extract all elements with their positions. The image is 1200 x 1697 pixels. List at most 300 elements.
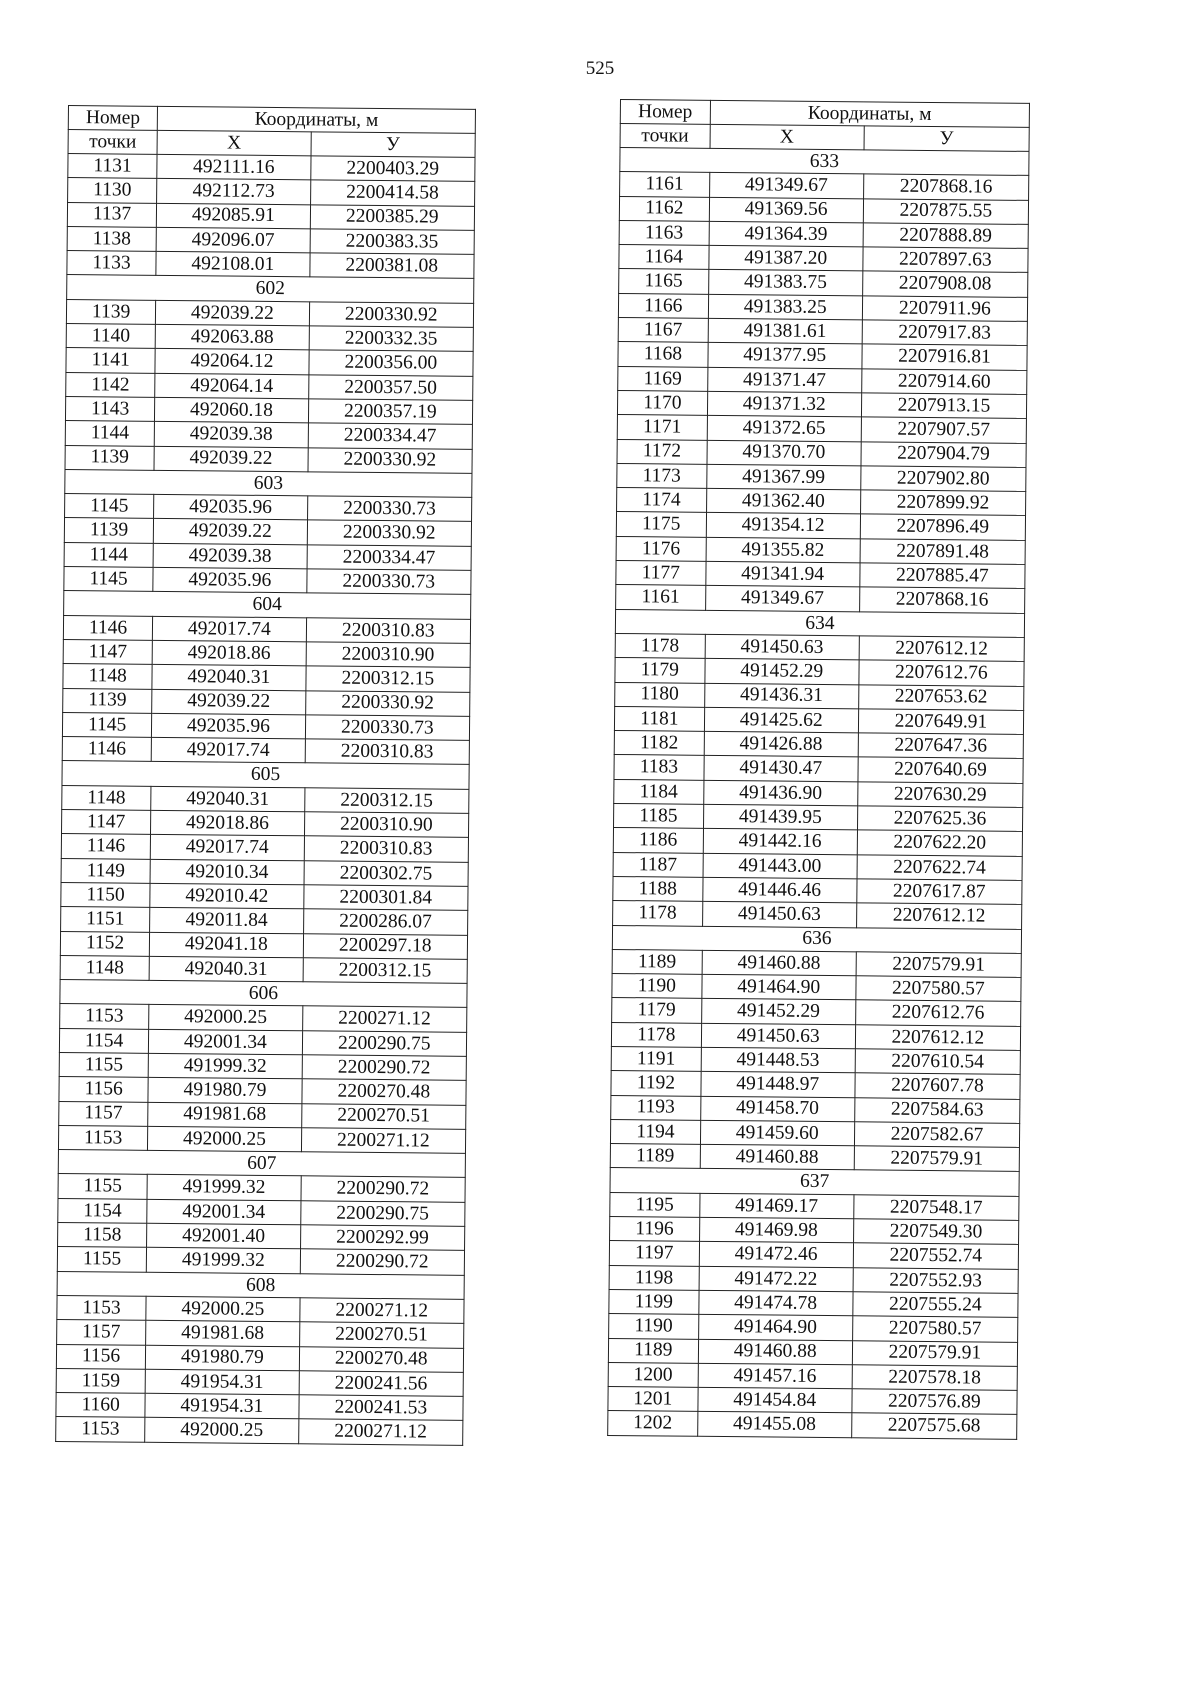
point-number-cell: 1152 xyxy=(60,931,149,956)
point-number-cell: 1172 xyxy=(617,439,707,464)
point-number-cell: 1148 xyxy=(60,955,149,980)
point-number-cell: 1130 xyxy=(68,178,157,203)
x-coordinate-cell: 491370.70 xyxy=(707,440,861,466)
point-number-cell: 1160 xyxy=(56,1393,145,1418)
point-number-cell: 1187 xyxy=(613,852,703,877)
section-number: 602 xyxy=(67,275,474,303)
y-coordinate-cell: 2200312.15 xyxy=(305,666,470,692)
y-coordinate-cell: 2200330.73 xyxy=(306,569,471,595)
point-number-cell: 1157 xyxy=(57,1320,146,1345)
y-coordinate-cell: 2207911.96 xyxy=(862,296,1027,322)
x-coordinate-cell: 491364.39 xyxy=(709,221,863,247)
y-coordinate-cell: 2207584.63 xyxy=(854,1097,1019,1123)
point-number-cell: 1190 xyxy=(612,974,702,999)
section-number: 636 xyxy=(612,925,1021,953)
x-coordinate-cell: 492040.31 xyxy=(149,956,303,982)
point-number-cell: 1164 xyxy=(619,245,709,270)
y-coordinate-cell: 2200356.00 xyxy=(309,350,474,376)
point-number-cell: 1184 xyxy=(614,779,704,804)
x-coordinate-cell: 491442.16 xyxy=(703,829,857,855)
point-number-cell: 1189 xyxy=(608,1338,698,1363)
x-coordinate-cell: 492018.86 xyxy=(152,640,306,666)
point-number-cell: 1140 xyxy=(66,324,155,349)
point-number-cell: 1180 xyxy=(615,682,705,707)
point-number-cell: 1156 xyxy=(56,1344,145,1369)
x-coordinate-cell: 491460.88 xyxy=(702,950,856,976)
x-coordinate-cell: 491450.63 xyxy=(701,1023,855,1049)
point-number-cell: 1200 xyxy=(608,1362,698,1387)
y-coordinate-cell: 2200290.72 xyxy=(301,1176,466,1202)
point-number-cell: 1182 xyxy=(614,731,704,756)
header-y: У xyxy=(311,132,476,158)
y-coordinate-cell: 2207578.18 xyxy=(852,1365,1017,1391)
point-number-cell: 1155 xyxy=(57,1247,146,1272)
point-number-cell: 1153 xyxy=(57,1295,146,1320)
point-number-cell: 1166 xyxy=(618,293,708,318)
x-coordinate-cell: 491981.68 xyxy=(146,1321,300,1347)
header-x: X xyxy=(157,130,311,155)
y-coordinate-cell: 2200332.35 xyxy=(309,326,474,352)
point-number-cell: 1179 xyxy=(612,998,702,1023)
page-number: 525 xyxy=(585,58,615,79)
y-coordinate-cell: 2200383.35 xyxy=(310,229,475,255)
x-coordinate-cell: 491369.56 xyxy=(709,197,863,223)
point-number-cell: 1133 xyxy=(67,251,156,276)
y-coordinate-cell: 2207576.89 xyxy=(852,1389,1017,1415)
y-coordinate-cell: 2207647.36 xyxy=(858,733,1023,759)
y-coordinate-cell: 2200357.50 xyxy=(308,374,473,400)
point-number-cell: 1138 xyxy=(67,226,156,251)
y-coordinate-cell: 2200302.75 xyxy=(304,860,469,886)
y-coordinate-cell: 2207625.36 xyxy=(857,806,1022,832)
point-number-cell: 1141 xyxy=(66,348,155,373)
x-coordinate-cell: 491452.29 xyxy=(705,659,859,685)
x-coordinate-cell: 491436.90 xyxy=(703,780,857,806)
point-number-cell: 1179 xyxy=(615,658,705,683)
point-number-cell: 1146 xyxy=(61,834,150,859)
point-number-cell: 1148 xyxy=(62,785,151,810)
x-coordinate-cell: 492060.18 xyxy=(155,397,309,423)
header-point-label: точки xyxy=(620,124,710,149)
x-coordinate-cell: 492039.22 xyxy=(152,689,306,715)
x-coordinate-cell: 492039.38 xyxy=(153,543,307,569)
point-number-cell: 1192 xyxy=(611,1071,701,1096)
y-coordinate-cell: 2200290.72 xyxy=(302,1055,467,1081)
y-coordinate-cell: 2200270.48 xyxy=(299,1346,464,1372)
x-coordinate-cell: 491436.31 xyxy=(704,683,858,709)
x-coordinate-cell: 491954.31 xyxy=(145,1369,299,1395)
point-number-cell: 1142 xyxy=(66,372,155,397)
y-coordinate-cell: 2200312.15 xyxy=(303,958,468,984)
point-number-cell: 1185 xyxy=(614,803,704,828)
header-coordinates: Координаты, м xyxy=(157,106,475,133)
point-number-cell: 1190 xyxy=(609,1314,699,1339)
point-number-cell: 1153 xyxy=(56,1417,145,1442)
x-coordinate-cell: 491383.25 xyxy=(708,294,862,320)
y-coordinate-cell: 2207575.68 xyxy=(851,1413,1016,1439)
y-coordinate-cell: 2200271.12 xyxy=(298,1419,463,1445)
point-number-cell: 1201 xyxy=(608,1387,698,1412)
x-coordinate-cell: 491455.08 xyxy=(697,1412,851,1438)
y-coordinate-cell: 2200286.07 xyxy=(303,909,468,935)
point-number-cell: 1154 xyxy=(58,1198,147,1223)
x-coordinate-cell: 491452.29 xyxy=(701,999,855,1025)
y-coordinate-cell: 2207896.49 xyxy=(860,514,1025,540)
x-coordinate-cell: 491355.82 xyxy=(706,537,860,563)
table-body xyxy=(56,154,475,1446)
x-coordinate-cell: 492064.14 xyxy=(155,373,309,399)
point-number-cell: 1165 xyxy=(619,269,709,294)
point-number-cell: 1181 xyxy=(614,706,704,731)
x-coordinate-cell: 491448.97 xyxy=(701,1072,855,1098)
point-number-cell: 1146 xyxy=(62,737,151,762)
point-number-cell: 1131 xyxy=(68,154,157,179)
point-number-cell: 1168 xyxy=(618,342,708,367)
x-coordinate-cell: 491425.62 xyxy=(704,707,858,733)
y-coordinate-cell: 2207548.17 xyxy=(854,1195,1019,1221)
x-coordinate-cell: 491439.95 xyxy=(703,804,857,830)
x-coordinate-cell: 492085.91 xyxy=(157,203,311,229)
y-coordinate-cell: 2207549.30 xyxy=(853,1219,1018,1245)
x-coordinate-cell: 492096.07 xyxy=(156,227,310,253)
y-coordinate-cell: 2200310.83 xyxy=(306,617,471,643)
x-coordinate-cell: 492035.96 xyxy=(152,713,306,739)
x-coordinate-cell: 491450.63 xyxy=(705,634,859,660)
x-coordinate-cell: 491474.78 xyxy=(698,1290,852,1316)
point-number-cell: 1189 xyxy=(610,1144,700,1169)
x-coordinate-cell: 491464.90 xyxy=(698,1315,852,1341)
y-coordinate-cell: 2207907.57 xyxy=(861,417,1026,443)
y-coordinate-cell: 2200330.73 xyxy=(307,496,472,522)
point-number-cell: 1149 xyxy=(61,858,150,883)
point-number-cell: 1197 xyxy=(609,1241,699,1266)
section-number: 603 xyxy=(65,469,472,497)
y-coordinate-cell: 2200414.58 xyxy=(310,180,475,206)
point-number-cell: 1186 xyxy=(613,828,703,853)
x-coordinate-cell: 491469.98 xyxy=(699,1217,853,1243)
y-coordinate-cell: 2207622.20 xyxy=(857,830,1022,856)
y-coordinate-cell: 2207612.76 xyxy=(859,660,1024,686)
section-number: 634 xyxy=(615,609,1024,637)
y-coordinate-cell: 2200310.90 xyxy=(304,812,469,838)
header-number-label: Номер xyxy=(637,100,693,123)
y-coordinate-cell: 2200290.72 xyxy=(300,1249,465,1275)
x-coordinate-cell: 491454.84 xyxy=(698,1387,852,1413)
x-coordinate-cell: 491448.53 xyxy=(701,1047,855,1073)
point-number-cell: 1189 xyxy=(612,949,702,974)
x-coordinate-cell: 491362.40 xyxy=(706,489,860,515)
x-coordinate-cell: 492000.25 xyxy=(145,1418,299,1444)
table-header xyxy=(68,106,475,158)
point-number-cell: 1198 xyxy=(609,1265,699,1290)
y-coordinate-cell: 2207868.16 xyxy=(863,174,1028,200)
point-number-cell: 1188 xyxy=(613,876,703,901)
point-number-cell: 1139 xyxy=(66,299,155,324)
x-coordinate-cell: 491349.67 xyxy=(709,173,863,199)
x-coordinate-cell: 492017.74 xyxy=(150,835,304,861)
y-coordinate-cell: 2200271.12 xyxy=(302,1006,467,1032)
y-coordinate-cell: 2200270.51 xyxy=(299,1322,464,1348)
x-coordinate-cell: 491371.32 xyxy=(707,391,861,417)
y-coordinate-cell: 2200297.18 xyxy=(303,933,468,959)
point-number-cell: 1145 xyxy=(64,567,153,592)
point-number-cell: 1143 xyxy=(65,396,154,421)
y-coordinate-cell: 2207908.08 xyxy=(862,271,1027,297)
section-number: 607 xyxy=(58,1150,465,1178)
x-coordinate-cell: 491457.16 xyxy=(698,1363,852,1389)
point-number-cell: 1169 xyxy=(618,366,708,391)
x-coordinate-cell: 492040.31 xyxy=(152,665,306,691)
y-coordinate-cell: 2200270.51 xyxy=(301,1103,466,1129)
x-coordinate-cell: 491372.65 xyxy=(707,416,861,442)
x-coordinate-cell: 491381.61 xyxy=(708,318,862,344)
point-number-cell: 1178 xyxy=(615,633,705,658)
y-coordinate-cell: 2200357.19 xyxy=(308,399,473,425)
coordinates-table-right xyxy=(607,99,1030,1440)
table-header xyxy=(620,100,1029,152)
point-number-cell: 1161 xyxy=(616,585,706,610)
y-coordinate-cell: 2207610.54 xyxy=(855,1049,1020,1075)
x-coordinate-cell: 491371.47 xyxy=(707,367,861,393)
y-coordinate-cell: 2207885.47 xyxy=(860,563,1025,589)
point-number-cell: 1191 xyxy=(611,1046,701,1071)
x-coordinate-cell: 492010.34 xyxy=(150,859,304,885)
point-number-cell: 1173 xyxy=(617,463,707,488)
section-number: 605 xyxy=(62,761,469,789)
y-coordinate-cell: 2200290.75 xyxy=(300,1201,465,1227)
x-coordinate-cell: 491999.32 xyxy=(147,1248,301,1274)
x-coordinate-cell: 492039.22 xyxy=(154,446,308,472)
point-number-cell: 1156 xyxy=(59,1077,148,1102)
y-coordinate-cell: 2200241.56 xyxy=(299,1371,464,1397)
y-coordinate-cell: 2200330.92 xyxy=(307,520,472,546)
x-coordinate-cell: 491446.46 xyxy=(702,877,856,903)
y-coordinate-cell: 2207612.12 xyxy=(856,903,1021,929)
point-number-cell: 1162 xyxy=(619,196,709,221)
header-point-label: точки xyxy=(68,130,157,155)
y-coordinate-cell: 2207640.69 xyxy=(858,757,1023,783)
x-coordinate-cell: 492039.38 xyxy=(154,422,308,448)
point-number-cell: 1161 xyxy=(620,172,710,197)
x-coordinate-cell: 491341.94 xyxy=(705,561,859,587)
point-number-cell: 1137 xyxy=(67,202,156,227)
point-number-cell: 1171 xyxy=(617,415,707,440)
point-number-cell: 1167 xyxy=(618,318,708,343)
y-coordinate-cell: 2207649.91 xyxy=(858,709,1023,735)
x-coordinate-cell: 492010.42 xyxy=(150,883,304,909)
x-coordinate-cell: 492112.73 xyxy=(157,179,311,205)
point-number-cell: 1159 xyxy=(56,1368,145,1393)
point-number-cell: 1178 xyxy=(611,1022,701,1047)
y-coordinate-cell: 2200310.90 xyxy=(306,642,471,668)
point-number-cell: 1154 xyxy=(59,1028,148,1053)
y-coordinate-cell: 2207653.62 xyxy=(858,684,1023,710)
point-number-cell: 1151 xyxy=(61,907,150,932)
x-coordinate-cell: 491469.17 xyxy=(699,1193,853,1219)
y-coordinate-cell: 2207579.91 xyxy=(854,1146,1019,1172)
x-coordinate-cell: 492018.86 xyxy=(151,810,305,836)
x-coordinate-cell: 491981.68 xyxy=(148,1102,302,1128)
point-number-cell: 1147 xyxy=(63,639,152,664)
x-coordinate-cell: 492035.96 xyxy=(153,567,307,593)
y-coordinate-cell: 2207582.67 xyxy=(854,1122,1019,1148)
y-coordinate-cell: 2207891.48 xyxy=(860,539,1025,565)
section-number: 604 xyxy=(64,591,471,619)
y-coordinate-cell: 2207888.89 xyxy=(863,223,1028,249)
x-coordinate-cell: 491443.00 xyxy=(703,853,857,879)
x-coordinate-cell: 492111.16 xyxy=(157,154,311,180)
header-point-number xyxy=(620,100,710,125)
point-number-cell: 1147 xyxy=(62,809,151,834)
x-coordinate-cell: 491999.32 xyxy=(148,1053,302,1079)
point-number-cell: 1196 xyxy=(610,1217,700,1242)
x-coordinate-cell: 491430.47 xyxy=(704,756,858,782)
y-coordinate-cell: 2200292.99 xyxy=(300,1225,465,1251)
point-number-cell: 1155 xyxy=(58,1174,147,1199)
y-coordinate-cell: 2200312.15 xyxy=(304,788,469,814)
point-number-cell: 1175 xyxy=(616,512,706,537)
point-number-cell: 1174 xyxy=(617,488,707,513)
x-coordinate-cell: 492001.40 xyxy=(147,1223,301,1249)
header-x: X xyxy=(710,124,864,149)
y-coordinate-cell: 2207875.55 xyxy=(863,198,1028,224)
x-coordinate-cell: 491472.22 xyxy=(699,1266,853,1292)
x-coordinate-cell: 492017.74 xyxy=(153,616,307,642)
y-coordinate-cell: 2200310.83 xyxy=(304,836,469,862)
point-number-cell: 1163 xyxy=(619,220,709,245)
x-coordinate-cell: 492017.74 xyxy=(151,737,305,763)
point-number-cell: 1157 xyxy=(59,1101,148,1126)
x-coordinate-cell: 491349.67 xyxy=(705,586,859,612)
y-coordinate-cell: 2200271.12 xyxy=(301,1128,466,1154)
x-coordinate-cell: 491450.63 xyxy=(702,902,856,928)
x-coordinate-cell: 492108.01 xyxy=(156,252,310,278)
y-coordinate-cell: 2207630.29 xyxy=(858,782,1023,808)
y-coordinate-cell: 2200310.83 xyxy=(305,739,470,765)
x-coordinate-cell: 491999.32 xyxy=(147,1175,301,1201)
y-coordinate-cell: 2200330.92 xyxy=(308,447,473,473)
y-coordinate-cell: 2207580.57 xyxy=(852,1316,1017,1342)
section-number: 606 xyxy=(60,980,467,1008)
point-number-cell: 1145 xyxy=(62,712,151,737)
point-number-cell: 1139 xyxy=(64,518,153,543)
x-coordinate-cell: 492011.84 xyxy=(150,908,304,934)
point-number-cell: 1178 xyxy=(613,901,703,926)
y-coordinate-cell: 2200241.53 xyxy=(298,1395,463,1421)
y-coordinate-cell: 2207612.12 xyxy=(859,636,1024,662)
x-coordinate-cell: 492064.12 xyxy=(155,349,309,375)
point-number-cell: 1145 xyxy=(65,494,154,519)
y-coordinate-cell: 2207902.80 xyxy=(861,466,1026,492)
header-point-number xyxy=(68,106,157,131)
point-number-cell: 1177 xyxy=(616,561,706,586)
y-coordinate-cell: 2200330.92 xyxy=(305,690,470,716)
y-coordinate-cell: 2200301.84 xyxy=(303,885,468,911)
header-y: У xyxy=(864,126,1029,152)
y-coordinate-cell: 2200334.47 xyxy=(307,545,472,571)
header-coordinates: Координаты, м xyxy=(710,100,1030,127)
x-coordinate-cell: 492001.34 xyxy=(147,1199,301,1225)
y-coordinate-cell: 2200403.29 xyxy=(310,156,475,182)
x-coordinate-cell: 492035.96 xyxy=(154,494,308,520)
y-coordinate-cell: 2207552.93 xyxy=(853,1267,1018,1293)
y-coordinate-cell: 2200334.47 xyxy=(308,423,473,449)
point-number-cell: 1148 xyxy=(63,664,152,689)
x-coordinate-cell: 491367.99 xyxy=(706,464,860,490)
point-number-cell: 1144 xyxy=(65,421,154,446)
point-number-cell: 1144 xyxy=(64,542,153,567)
point-number-cell: 1150 xyxy=(61,882,150,907)
section-number: 637 xyxy=(610,1168,1019,1196)
y-coordinate-cell: 2200385.29 xyxy=(310,204,475,230)
x-coordinate-cell: 491460.88 xyxy=(698,1339,852,1365)
point-number-cell: 1183 xyxy=(614,755,704,780)
point-number-cell: 1193 xyxy=(611,1095,701,1120)
y-coordinate-cell: 2207917.83 xyxy=(862,320,1027,346)
x-coordinate-cell: 492000.25 xyxy=(149,1005,303,1031)
point-number-cell: 1170 xyxy=(617,390,707,415)
y-coordinate-cell: 2200270.48 xyxy=(302,1079,467,1105)
x-coordinate-cell: 491426.88 xyxy=(704,731,858,757)
y-coordinate-cell: 2207607.78 xyxy=(855,1073,1020,1099)
y-coordinate-cell: 2200330.92 xyxy=(309,302,474,328)
point-number-cell: 1139 xyxy=(63,688,152,713)
x-coordinate-cell: 491387.20 xyxy=(709,246,863,272)
x-coordinate-cell: 492039.22 xyxy=(154,519,308,545)
point-number-cell: 1195 xyxy=(610,1192,700,1217)
y-coordinate-cell: 2200330.73 xyxy=(305,715,470,741)
point-number-cell: 1202 xyxy=(608,1411,698,1436)
y-coordinate-cell: 2207904.79 xyxy=(861,441,1026,467)
y-coordinate-cell: 2207612.12 xyxy=(855,1024,1020,1050)
header-number-label: Номер xyxy=(85,106,141,129)
point-number-cell: 1158 xyxy=(58,1223,147,1248)
y-coordinate-cell: 2207617.87 xyxy=(857,879,1022,905)
x-coordinate-cell: 491464.90 xyxy=(702,974,856,1000)
y-coordinate-cell: 2207612.76 xyxy=(855,1000,1020,1026)
y-coordinate-cell: 2207580.57 xyxy=(856,976,1021,1002)
x-coordinate-cell: 491460.88 xyxy=(700,1144,854,1170)
coordinates-table-left xyxy=(55,105,476,1446)
point-number-cell: 1176 xyxy=(616,536,706,561)
y-coordinate-cell: 2200381.08 xyxy=(309,253,474,279)
y-coordinate-cell: 2200271.12 xyxy=(299,1298,464,1324)
x-coordinate-cell: 492063.88 xyxy=(155,324,309,350)
section-number: 633 xyxy=(620,148,1029,176)
x-coordinate-cell: 492000.25 xyxy=(146,1296,300,1322)
point-number-cell: 1153 xyxy=(60,1004,149,1029)
x-coordinate-cell: 492041.18 xyxy=(150,932,304,958)
y-coordinate-cell: 2207897.63 xyxy=(863,247,1028,273)
point-number-cell: 1155 xyxy=(59,1052,148,1077)
y-coordinate-cell: 2207868.16 xyxy=(859,587,1024,613)
x-coordinate-cell: 491377.95 xyxy=(708,343,862,369)
x-coordinate-cell: 491354.12 xyxy=(706,513,860,539)
x-coordinate-cell: 492039.22 xyxy=(156,300,310,326)
x-coordinate-cell: 491954.31 xyxy=(145,1393,299,1419)
y-coordinate-cell: 2207552.74 xyxy=(853,1243,1018,1269)
x-coordinate-cell: 492000.25 xyxy=(148,1126,302,1152)
y-coordinate-cell: 2207579.91 xyxy=(856,952,1021,978)
y-coordinate-cell: 2200290.75 xyxy=(302,1030,467,1056)
x-coordinate-cell: 492040.31 xyxy=(151,786,305,812)
y-coordinate-cell: 2207579.91 xyxy=(852,1340,1017,1366)
table-body xyxy=(608,148,1029,1440)
y-coordinate-cell: 2207913.15 xyxy=(861,393,1026,419)
x-coordinate-cell: 491459.60 xyxy=(700,1120,854,1146)
y-coordinate-cell: 2207622.74 xyxy=(857,854,1022,880)
section-number: 608 xyxy=(57,1271,464,1299)
